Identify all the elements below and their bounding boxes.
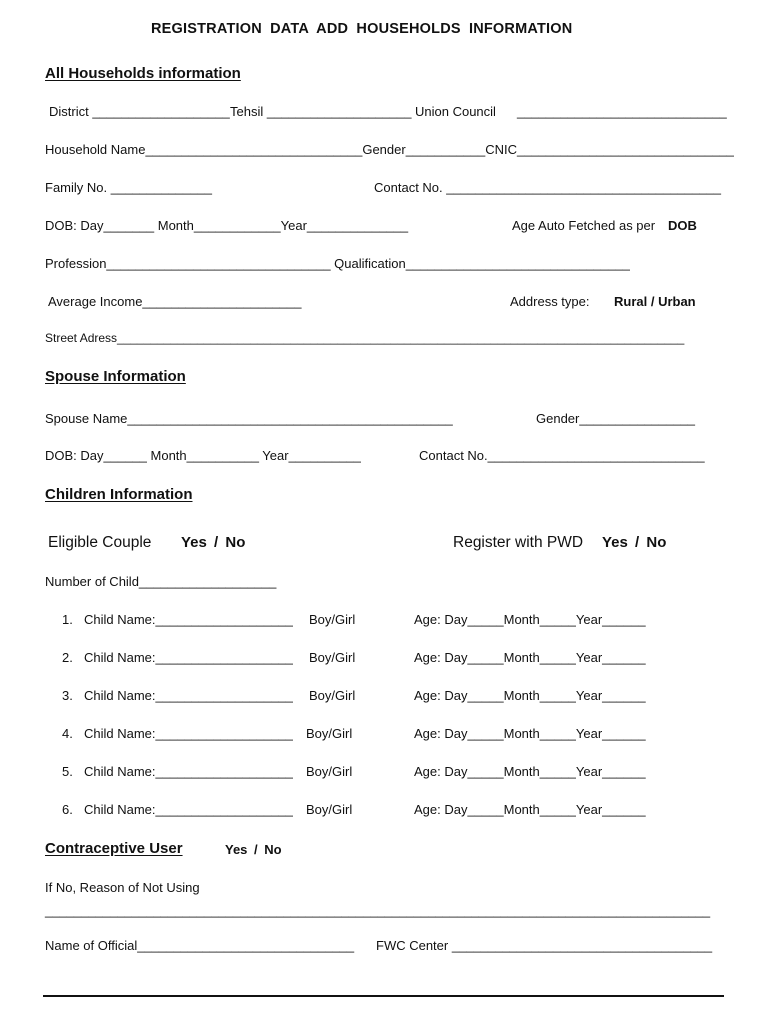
child-2-age-field[interactable]: Age: Day_____Month_____Year______ xyxy=(414,650,646,665)
child-6-name-field[interactable]: Child Name:___________________ xyxy=(84,802,293,817)
households-heading: All Households information xyxy=(45,65,241,82)
average-income-field[interactable]: Average Income______________________ xyxy=(48,294,302,309)
age-auto-label: Age Auto Fetched as per xyxy=(512,218,656,233)
child-6-age-field[interactable]: Age: Day_____Month_____Year______ xyxy=(414,802,646,817)
family-no-field[interactable]: Family No. ______________ xyxy=(45,180,212,195)
street-address-field[interactable]: Street Adress_____________________________________________________________________________________ xyxy=(45,331,685,345)
spouse-heading: Spouse Information xyxy=(45,368,186,385)
profession-qualification-field[interactable]: Profession_______________________________ Qualification_______________________________ xyxy=(45,256,630,271)
contraceptive-options[interactable]: Yes / No xyxy=(225,842,282,857)
child-1-number: 1. xyxy=(62,612,73,627)
dob-field[interactable]: DOB: Day_______ Month____________Year______________ xyxy=(45,218,409,233)
contact-no-field[interactable]: Contact No. ______________________________________ xyxy=(374,180,721,195)
child-4-name-field[interactable]: Child Name:___________________ xyxy=(84,726,293,741)
household-name-gender-cnic-field[interactable]: Household Name______________________________Gender___________CNIC______________________________ xyxy=(45,142,734,157)
union-council-field[interactable]: _____________________________ xyxy=(517,104,727,119)
register-pwd-options[interactable]: Yes / No xyxy=(602,534,667,551)
child-3-sex-options[interactable]: Boy/Girl xyxy=(309,688,356,703)
child-1-age-field[interactable]: Age: Day_____Month_____Year______ xyxy=(414,612,646,627)
number-of-child-field[interactable]: Number of Child___________________ xyxy=(45,574,277,589)
eligible-couple-label: Eligible Couple xyxy=(48,534,152,551)
tehsil-field[interactable]: Tehsil ____________________ xyxy=(230,104,412,119)
reason-field[interactable]: ____________________________________________________________________________________________ xyxy=(45,903,711,918)
reason-label: If No, Reason of Not Using xyxy=(45,880,200,895)
child-5-number: 5. xyxy=(62,764,73,779)
child-1-name-field[interactable]: Child Name:___________________ xyxy=(84,612,293,627)
contraceptive-heading: Contraceptive User xyxy=(45,840,183,857)
child-6-number: 6. xyxy=(62,802,73,817)
child-5-age-field[interactable]: Age: Day_____Month_____Year______ xyxy=(414,764,646,779)
address-type-options[interactable]: Rural / Urban xyxy=(614,294,696,309)
child-4-sex-options[interactable]: Boy/Girl xyxy=(306,726,353,741)
fwc-center-field[interactable]: FWC Center ____________________________________ xyxy=(376,938,713,953)
child-5-sex-options[interactable]: Boy/Girl xyxy=(306,764,353,779)
child-2-name-field[interactable]: Child Name:___________________ xyxy=(84,650,293,665)
child-4-number: 4. xyxy=(62,726,73,741)
spouse-gender-field[interactable]: Gender________________ xyxy=(536,411,696,426)
child-6-sex-options[interactable]: Boy/Girl xyxy=(306,802,353,817)
union-council-label: Union Council xyxy=(415,104,496,119)
child-5-name-field[interactable]: Child Name:___________________ xyxy=(84,764,293,779)
district-field[interactable]: District ___________________ xyxy=(49,104,230,119)
child-3-number: 3. xyxy=(62,688,73,703)
child-1-sex-options[interactable]: Boy/Girl xyxy=(309,612,356,627)
address-type-label: Address type: xyxy=(510,294,590,309)
child-2-sex-options[interactable]: Boy/Girl xyxy=(309,650,356,665)
child-3-age-field[interactable]: Age: Day_____Month_____Year______ xyxy=(414,688,646,703)
children-heading: Children Information xyxy=(45,486,193,503)
child-4-age-field[interactable]: Age: Day_____Month_____Year______ xyxy=(414,726,646,741)
name-of-official-field[interactable]: Name of Official______________________________ xyxy=(45,938,355,953)
eligible-couple-options[interactable]: Yes / No xyxy=(181,534,246,551)
register-pwd-label: Register with PWD xyxy=(453,534,584,551)
spouse-contact-no-field[interactable]: Contact No.______________________________ xyxy=(419,448,705,463)
spouse-dob-field[interactable]: DOB: Day______ Month__________ Year__________ xyxy=(45,448,361,463)
page-title: REGISTRATION DATA ADD HOUSEHOLDS INFORMATION xyxy=(151,21,573,37)
child-3-name-field[interactable]: Child Name:___________________ xyxy=(84,688,293,703)
child-2-number: 2. xyxy=(62,650,73,665)
spouse-name-field[interactable]: Spouse Name_____________________________________________ xyxy=(45,411,453,426)
age-dob-label: DOB xyxy=(668,218,697,233)
bottom-divider xyxy=(43,995,724,997)
